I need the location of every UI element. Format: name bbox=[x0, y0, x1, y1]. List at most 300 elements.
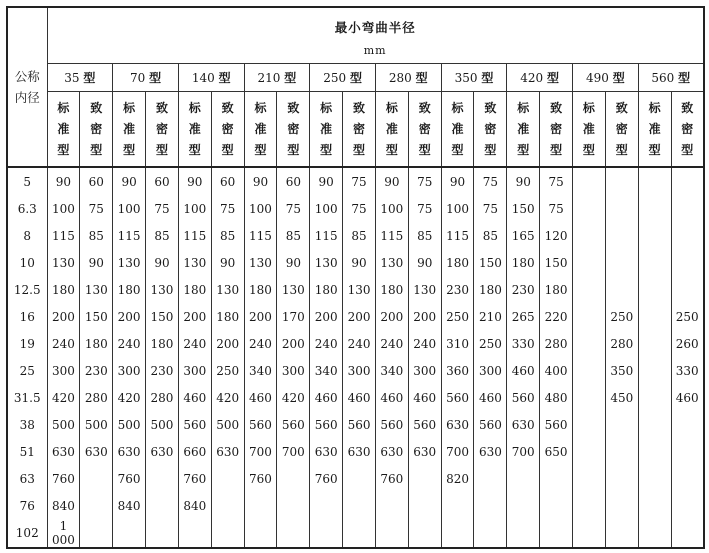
subtype-header-standard-35 bbox=[47, 92, 80, 168]
bend-radius-cell bbox=[573, 411, 606, 438]
bend-radius-cell: 500 bbox=[146, 411, 179, 438]
bend-radius-cell: 200 bbox=[343, 303, 376, 330]
bend-radius-cell: 200 bbox=[310, 303, 343, 330]
bend-radius-cell bbox=[408, 465, 441, 492]
bend-radius-cell: 115 bbox=[244, 222, 277, 249]
bend-radius-cell bbox=[638, 411, 671, 438]
type-header-70 bbox=[113, 64, 179, 92]
bend-radius-cell bbox=[638, 357, 671, 384]
bend-radius-cell: 90 bbox=[80, 249, 113, 276]
bend-radius-cell bbox=[671, 222, 704, 249]
subtype-header-dense-490 bbox=[605, 92, 638, 168]
nominal-diameter-cell: 16 bbox=[7, 303, 47, 330]
bend-radius-cell bbox=[638, 330, 671, 357]
bend-radius-cell: 115 bbox=[178, 222, 211, 249]
bend-radius-cell: 260 bbox=[671, 330, 704, 357]
type-suffix: 型 bbox=[349, 71, 362, 85]
subtype-header-standard-560 bbox=[638, 92, 671, 168]
bend-radius-cell bbox=[573, 492, 606, 519]
type-header-350 bbox=[441, 64, 507, 92]
bend-radius-cell bbox=[277, 465, 310, 492]
nominal-diameter-header bbox=[7, 7, 47, 167]
bend-radius-cell bbox=[540, 465, 573, 492]
table-row bbox=[7, 249, 704, 276]
bend-radius-cell: 150 bbox=[146, 303, 179, 330]
nominal-diameter-label-line2: 内径 bbox=[14, 90, 40, 105]
type-header-250 bbox=[310, 64, 376, 92]
bend-radius-cell: 340 bbox=[310, 357, 343, 384]
bend-radius-cell: 500 bbox=[113, 411, 146, 438]
table-row bbox=[7, 330, 704, 357]
bend-radius-cell: 420 bbox=[113, 384, 146, 411]
bend-radius-cell: 280 bbox=[540, 330, 573, 357]
bend-radius-cell: 250 bbox=[441, 303, 474, 330]
bend-radius-cell: 280 bbox=[605, 330, 638, 357]
bend-radius-cell: 220 bbox=[540, 303, 573, 330]
bend-radius-cell bbox=[671, 519, 704, 548]
subtype-label-standard: 标准型 bbox=[123, 100, 136, 157]
bend-radius-cell bbox=[408, 492, 441, 519]
bend-radius-cell: 60 bbox=[277, 167, 310, 195]
nominal-diameter-cell: 25 bbox=[7, 357, 47, 384]
subtype-label-dense: 致密型 bbox=[484, 100, 497, 157]
min-bend-radius-table bbox=[6, 6, 705, 549]
bend-radius-cell: 180 bbox=[540, 276, 573, 303]
bend-radius-cell: 75 bbox=[277, 195, 310, 222]
bend-radius-cell bbox=[573, 303, 606, 330]
bend-radius-cell: 560 bbox=[244, 411, 277, 438]
bend-radius-cell: 130 bbox=[178, 249, 211, 276]
bend-radius-cell bbox=[638, 492, 671, 519]
subtype-label-dense: 致密型 bbox=[418, 100, 431, 157]
type-header-210 bbox=[244, 64, 310, 92]
bend-radius-cell: 560 bbox=[343, 411, 376, 438]
bend-radius-cell bbox=[80, 465, 113, 492]
bend-radius-cell bbox=[605, 222, 638, 249]
bend-radius-cell bbox=[638, 384, 671, 411]
bend-radius-cell bbox=[671, 195, 704, 222]
bend-radius-cell: 560 bbox=[441, 384, 474, 411]
bend-radius-cell bbox=[605, 411, 638, 438]
bend-radius-cell bbox=[671, 249, 704, 276]
subtype-label-standard: 标准型 bbox=[385, 100, 398, 157]
bend-radius-cell bbox=[671, 438, 704, 465]
bend-radius-cell: 90 bbox=[244, 167, 277, 195]
bend-radius-cell: 240 bbox=[244, 330, 277, 357]
bend-radius-cell: 500 bbox=[47, 411, 80, 438]
bend-radius-cell: 240 bbox=[310, 330, 343, 357]
bend-radius-cell: 60 bbox=[80, 167, 113, 195]
bend-radius-cell: 115 bbox=[113, 222, 146, 249]
bend-radius-cell: 460 bbox=[474, 384, 507, 411]
bend-radius-cell: 100 bbox=[47, 195, 80, 222]
bend-radius-cell: 165 bbox=[507, 222, 540, 249]
bend-radius-cell bbox=[605, 195, 638, 222]
bend-radius-cell bbox=[146, 465, 179, 492]
nominal-diameter-cell: 38 bbox=[7, 411, 47, 438]
bend-radius-cell: 760 bbox=[178, 465, 211, 492]
type-number: 560 bbox=[651, 71, 675, 85]
bend-radius-cell bbox=[441, 519, 474, 548]
nominal-diameter-cell: 76 bbox=[7, 492, 47, 519]
bend-radius-cell: 560 bbox=[277, 411, 310, 438]
bend-radius-cell: 280 bbox=[146, 384, 179, 411]
bend-radius-cell bbox=[146, 492, 179, 519]
subtype-label-dense: 致密型 bbox=[90, 100, 103, 157]
subtype-header-dense-420 bbox=[540, 92, 573, 168]
subtype-label-standard: 标准型 bbox=[648, 100, 661, 157]
bend-radius-cell bbox=[343, 465, 376, 492]
bend-radius-cell: 420 bbox=[47, 384, 80, 411]
bend-radius-cell: 180 bbox=[178, 276, 211, 303]
bend-radius-cell: 840 bbox=[47, 492, 80, 519]
bend-radius-cell: 150 bbox=[507, 195, 540, 222]
subtype-header-standard-210 bbox=[244, 92, 277, 168]
bend-radius-cell: 360 bbox=[441, 357, 474, 384]
bend-radius-cell bbox=[211, 519, 244, 548]
bend-radius-cell: 240 bbox=[408, 330, 441, 357]
bend-radius-cell: 630 bbox=[80, 438, 113, 465]
bend-radius-cell bbox=[507, 519, 540, 548]
bend-radius-cell: 460 bbox=[375, 384, 408, 411]
type-header-420 bbox=[507, 64, 573, 92]
bend-radius-cell: 700 bbox=[441, 438, 474, 465]
bend-radius-cell: 820 bbox=[441, 465, 474, 492]
bend-radius-cell bbox=[211, 465, 244, 492]
bend-radius-cell: 130 bbox=[277, 276, 310, 303]
bend-radius-cell: 85 bbox=[343, 222, 376, 249]
bend-radius-cell bbox=[605, 249, 638, 276]
bend-radius-cell: 100 bbox=[178, 195, 211, 222]
bend-radius-cell bbox=[244, 492, 277, 519]
bend-radius-cell: 460 bbox=[507, 357, 540, 384]
bend-radius-cell: 560 bbox=[474, 411, 507, 438]
bend-radius-cell: 100 bbox=[244, 195, 277, 222]
bend-radius-cell bbox=[638, 465, 671, 492]
bend-radius-cell: 420 bbox=[211, 384, 244, 411]
bend-radius-cell: 100 bbox=[375, 195, 408, 222]
bend-radius-cell: 180 bbox=[211, 303, 244, 330]
bend-radius-cell bbox=[80, 492, 113, 519]
bend-radius-cell bbox=[671, 465, 704, 492]
type-suffix: 型 bbox=[547, 71, 560, 85]
bend-radius-cell bbox=[540, 492, 573, 519]
bend-radius-cell: 75 bbox=[474, 167, 507, 195]
bend-radius-cell: 85 bbox=[146, 222, 179, 249]
bend-radius-cell: 90 bbox=[146, 249, 179, 276]
type-suffix: 型 bbox=[678, 71, 691, 85]
type-suffix: 型 bbox=[83, 71, 96, 85]
bend-radius-cell: 75 bbox=[408, 195, 441, 222]
bend-radius-cell bbox=[277, 492, 310, 519]
bend-radius-cell: 250 bbox=[474, 330, 507, 357]
bend-radius-cell bbox=[573, 519, 606, 548]
subtype-header-dense-210 bbox=[277, 92, 310, 168]
nominal-diameter-cell: 6.3 bbox=[7, 195, 47, 222]
subtype-header-standard-490 bbox=[573, 92, 606, 168]
unit-label: mm bbox=[363, 44, 387, 57]
bend-radius-cell: 460 bbox=[178, 384, 211, 411]
bend-radius-cell: 85 bbox=[277, 222, 310, 249]
bend-radius-cell: 300 bbox=[277, 357, 310, 384]
bend-radius-cell: 280 bbox=[80, 384, 113, 411]
type-suffix: 型 bbox=[284, 71, 297, 85]
bend-radius-cell: 840 bbox=[178, 492, 211, 519]
subtype-label-dense: 致密型 bbox=[155, 100, 168, 157]
bend-radius-cell: 310 bbox=[441, 330, 474, 357]
bend-radius-cell bbox=[638, 167, 671, 195]
subtype-header-standard-250 bbox=[310, 92, 343, 168]
bend-radius-cell: 650 bbox=[540, 438, 573, 465]
bend-radius-cell: 240 bbox=[178, 330, 211, 357]
bend-radius-cell: 630 bbox=[310, 438, 343, 465]
bend-radius-cell: 90 bbox=[310, 167, 343, 195]
bend-radius-cell: 500 bbox=[211, 411, 244, 438]
bend-radius-cell: 240 bbox=[375, 330, 408, 357]
bend-radius-cell: 630 bbox=[146, 438, 179, 465]
bend-radius-cell: 130 bbox=[408, 276, 441, 303]
subtype-label-standard: 标准型 bbox=[451, 100, 464, 157]
bend-radius-cell: 300 bbox=[178, 357, 211, 384]
subtype-label-standard: 标准型 bbox=[320, 100, 333, 157]
type-number: 420 bbox=[520, 71, 544, 85]
subtype-label-standard: 标准型 bbox=[57, 100, 70, 157]
bend-radius-cell: 300 bbox=[343, 357, 376, 384]
bend-radius-cell: 130 bbox=[211, 276, 244, 303]
table-row bbox=[7, 384, 704, 411]
bend-radius-cell: 760 bbox=[113, 465, 146, 492]
bend-radius-cell: 75 bbox=[343, 167, 376, 195]
bend-radius-cell: 85 bbox=[211, 222, 244, 249]
bend-radius-cell: 90 bbox=[211, 249, 244, 276]
bend-radius-cell: 230 bbox=[441, 276, 474, 303]
bend-radius-cell: 180 bbox=[47, 276, 80, 303]
bend-radius-table-container bbox=[6, 6, 703, 548]
bend-radius-cell bbox=[375, 519, 408, 548]
type-header-35 bbox=[47, 64, 113, 92]
nominal-diameter-cell: 19 bbox=[7, 330, 47, 357]
nominal-diameter-cell: 10 bbox=[7, 249, 47, 276]
subtype-header-dense-140 bbox=[211, 92, 244, 168]
bend-radius-cell: 75 bbox=[80, 195, 113, 222]
subtype-label-dense: 致密型 bbox=[221, 100, 234, 157]
bend-radius-cell bbox=[408, 519, 441, 548]
bend-radius-cell bbox=[605, 167, 638, 195]
bend-radius-cell: 340 bbox=[375, 357, 408, 384]
bend-radius-cell: 1 000 bbox=[47, 519, 80, 548]
bend-radius-cell: 130 bbox=[244, 249, 277, 276]
bend-radius-cell: 210 bbox=[474, 303, 507, 330]
bend-radius-cell: 300 bbox=[113, 357, 146, 384]
bend-radius-cell: 200 bbox=[408, 303, 441, 330]
bend-radius-cell bbox=[507, 492, 540, 519]
bend-radius-cell: 460 bbox=[310, 384, 343, 411]
bend-radius-cell bbox=[80, 519, 113, 548]
table-row bbox=[7, 303, 704, 330]
subtype-label-standard: 标准型 bbox=[188, 100, 201, 157]
bend-radius-cell: 130 bbox=[146, 276, 179, 303]
type-number: 350 bbox=[454, 71, 478, 85]
bend-radius-cell: 90 bbox=[441, 167, 474, 195]
bend-radius-cell bbox=[507, 465, 540, 492]
bend-radius-cell bbox=[178, 519, 211, 548]
bend-radius-cell: 630 bbox=[441, 411, 474, 438]
bend-radius-cell bbox=[638, 276, 671, 303]
bend-radius-cell: 200 bbox=[113, 303, 146, 330]
bend-radius-cell: 265 bbox=[507, 303, 540, 330]
bend-radius-cell: 500 bbox=[80, 411, 113, 438]
bend-radius-cell: 400 bbox=[540, 357, 573, 384]
bend-radius-cell: 250 bbox=[605, 303, 638, 330]
bend-radius-cell: 115 bbox=[375, 222, 408, 249]
type-suffix: 型 bbox=[218, 71, 231, 85]
bend-radius-cell: 340 bbox=[244, 357, 277, 384]
bend-radius-cell: 760 bbox=[244, 465, 277, 492]
bend-radius-cell: 180 bbox=[244, 276, 277, 303]
bend-radius-cell: 90 bbox=[47, 167, 80, 195]
bend-radius-cell bbox=[277, 519, 310, 548]
bend-radius-cell bbox=[573, 438, 606, 465]
bend-radius-cell bbox=[573, 276, 606, 303]
bend-radius-cell: 350 bbox=[605, 357, 638, 384]
bend-radius-cell: 100 bbox=[113, 195, 146, 222]
bend-radius-cell: 700 bbox=[507, 438, 540, 465]
bend-radius-cell: 90 bbox=[277, 249, 310, 276]
bend-radius-cell bbox=[244, 519, 277, 548]
bend-radius-cell: 660 bbox=[178, 438, 211, 465]
bend-radius-cell: 200 bbox=[211, 330, 244, 357]
bend-radius-cell: 180 bbox=[441, 249, 474, 276]
bend-radius-cell: 760 bbox=[310, 465, 343, 492]
nominal-diameter-cell: 12.5 bbox=[7, 276, 47, 303]
type-header-490 bbox=[573, 64, 639, 92]
subtype-header-dense-280 bbox=[408, 92, 441, 168]
bend-radius-cell: 60 bbox=[146, 167, 179, 195]
bend-radius-cell: 250 bbox=[671, 303, 704, 330]
bend-radius-cell: 630 bbox=[408, 438, 441, 465]
bend-radius-cell: 630 bbox=[375, 438, 408, 465]
bend-radius-cell: 180 bbox=[80, 330, 113, 357]
bend-radius-cell bbox=[146, 519, 179, 548]
bend-radius-cell bbox=[573, 357, 606, 384]
bend-radius-cell: 200 bbox=[178, 303, 211, 330]
bend-radius-cell: 180 bbox=[146, 330, 179, 357]
bend-radius-cell bbox=[638, 222, 671, 249]
type-header-280 bbox=[375, 64, 441, 92]
bend-radius-cell bbox=[638, 303, 671, 330]
bend-radius-cell: 130 bbox=[343, 276, 376, 303]
bend-radius-cell bbox=[343, 492, 376, 519]
bend-radius-cell: 200 bbox=[244, 303, 277, 330]
bend-radius-cell bbox=[573, 167, 606, 195]
bend-radius-cell: 630 bbox=[47, 438, 80, 465]
bend-radius-cell: 230 bbox=[80, 357, 113, 384]
bend-radius-cell: 180 bbox=[474, 276, 507, 303]
bend-radius-cell bbox=[211, 492, 244, 519]
bend-radius-cell bbox=[310, 519, 343, 548]
bend-radius-cell: 630 bbox=[113, 438, 146, 465]
nominal-diameter-cell: 51 bbox=[7, 438, 47, 465]
subtype-label-dense: 致密型 bbox=[353, 100, 366, 157]
bend-radius-cell: 75 bbox=[408, 167, 441, 195]
type-number: 280 bbox=[388, 71, 412, 85]
subtype-label-dense: 致密型 bbox=[681, 100, 694, 157]
bend-radius-cell: 130 bbox=[47, 249, 80, 276]
bend-radius-cell: 90 bbox=[113, 167, 146, 195]
bend-radius-cell: 60 bbox=[211, 167, 244, 195]
bend-radius-cell: 300 bbox=[408, 357, 441, 384]
bend-radius-cell bbox=[573, 384, 606, 411]
bend-radius-cell: 85 bbox=[474, 222, 507, 249]
bend-radius-cell: 130 bbox=[80, 276, 113, 303]
bend-radius-cell bbox=[671, 411, 704, 438]
bend-radius-cell: 90 bbox=[507, 167, 540, 195]
bend-radius-cell: 760 bbox=[47, 465, 80, 492]
bend-radius-cell: 560 bbox=[507, 384, 540, 411]
bend-radius-cell: 240 bbox=[343, 330, 376, 357]
subtype-header-row bbox=[7, 92, 704, 168]
type-suffix: 型 bbox=[149, 71, 162, 85]
bend-radius-cell: 75 bbox=[540, 195, 573, 222]
bend-radius-cell: 100 bbox=[310, 195, 343, 222]
type-number: 35 bbox=[64, 71, 80, 85]
bend-radius-cell: 85 bbox=[80, 222, 113, 249]
nominal-diameter-cell: 102 bbox=[7, 519, 47, 548]
table-row bbox=[7, 492, 704, 519]
bend-radius-cell: 90 bbox=[375, 167, 408, 195]
bend-radius-cell: 90 bbox=[408, 249, 441, 276]
bend-radius-cell: 300 bbox=[474, 357, 507, 384]
subtype-label-standard: 标准型 bbox=[582, 100, 595, 157]
bend-radius-cell: 460 bbox=[408, 384, 441, 411]
bend-radius-cell: 560 bbox=[375, 411, 408, 438]
bend-radius-cell: 460 bbox=[244, 384, 277, 411]
bend-radius-cell: 150 bbox=[80, 303, 113, 330]
bend-radius-cell: 230 bbox=[146, 357, 179, 384]
bend-radius-cell: 560 bbox=[310, 411, 343, 438]
bend-radius-cell: 115 bbox=[441, 222, 474, 249]
bend-radius-cell: 250 bbox=[211, 357, 244, 384]
bend-radius-cell: 75 bbox=[146, 195, 179, 222]
subtype-label-dense: 致密型 bbox=[615, 100, 628, 157]
type-header-560 bbox=[638, 64, 704, 92]
bend-radius-cell bbox=[573, 249, 606, 276]
bend-radius-cell: 630 bbox=[211, 438, 244, 465]
bend-radius-cell bbox=[343, 519, 376, 548]
type-suffix: 型 bbox=[481, 71, 494, 85]
bend-radius-cell bbox=[671, 276, 704, 303]
type-number: 490 bbox=[585, 71, 609, 85]
type-suffix: 型 bbox=[415, 71, 428, 85]
bend-radius-cell bbox=[638, 249, 671, 276]
table-row bbox=[7, 465, 704, 492]
table-title: 最小弯曲半径 bbox=[334, 20, 416, 35]
subtype-label-standard: 标准型 bbox=[517, 100, 530, 157]
bend-radius-cell: 180 bbox=[507, 249, 540, 276]
bend-radius-cell bbox=[671, 492, 704, 519]
table-row bbox=[7, 519, 704, 548]
subtype-header-dense-250 bbox=[343, 92, 376, 168]
subtype-header-standard-280 bbox=[375, 92, 408, 168]
table-title-cell bbox=[47, 7, 704, 64]
bend-radius-cell: 630 bbox=[343, 438, 376, 465]
nominal-diameter-cell: 63 bbox=[7, 465, 47, 492]
bend-radius-cell bbox=[671, 167, 704, 195]
type-number: 210 bbox=[257, 71, 281, 85]
bend-radius-cell bbox=[605, 519, 638, 548]
bend-radius-cell: 200 bbox=[277, 330, 310, 357]
table-body bbox=[7, 167, 704, 548]
